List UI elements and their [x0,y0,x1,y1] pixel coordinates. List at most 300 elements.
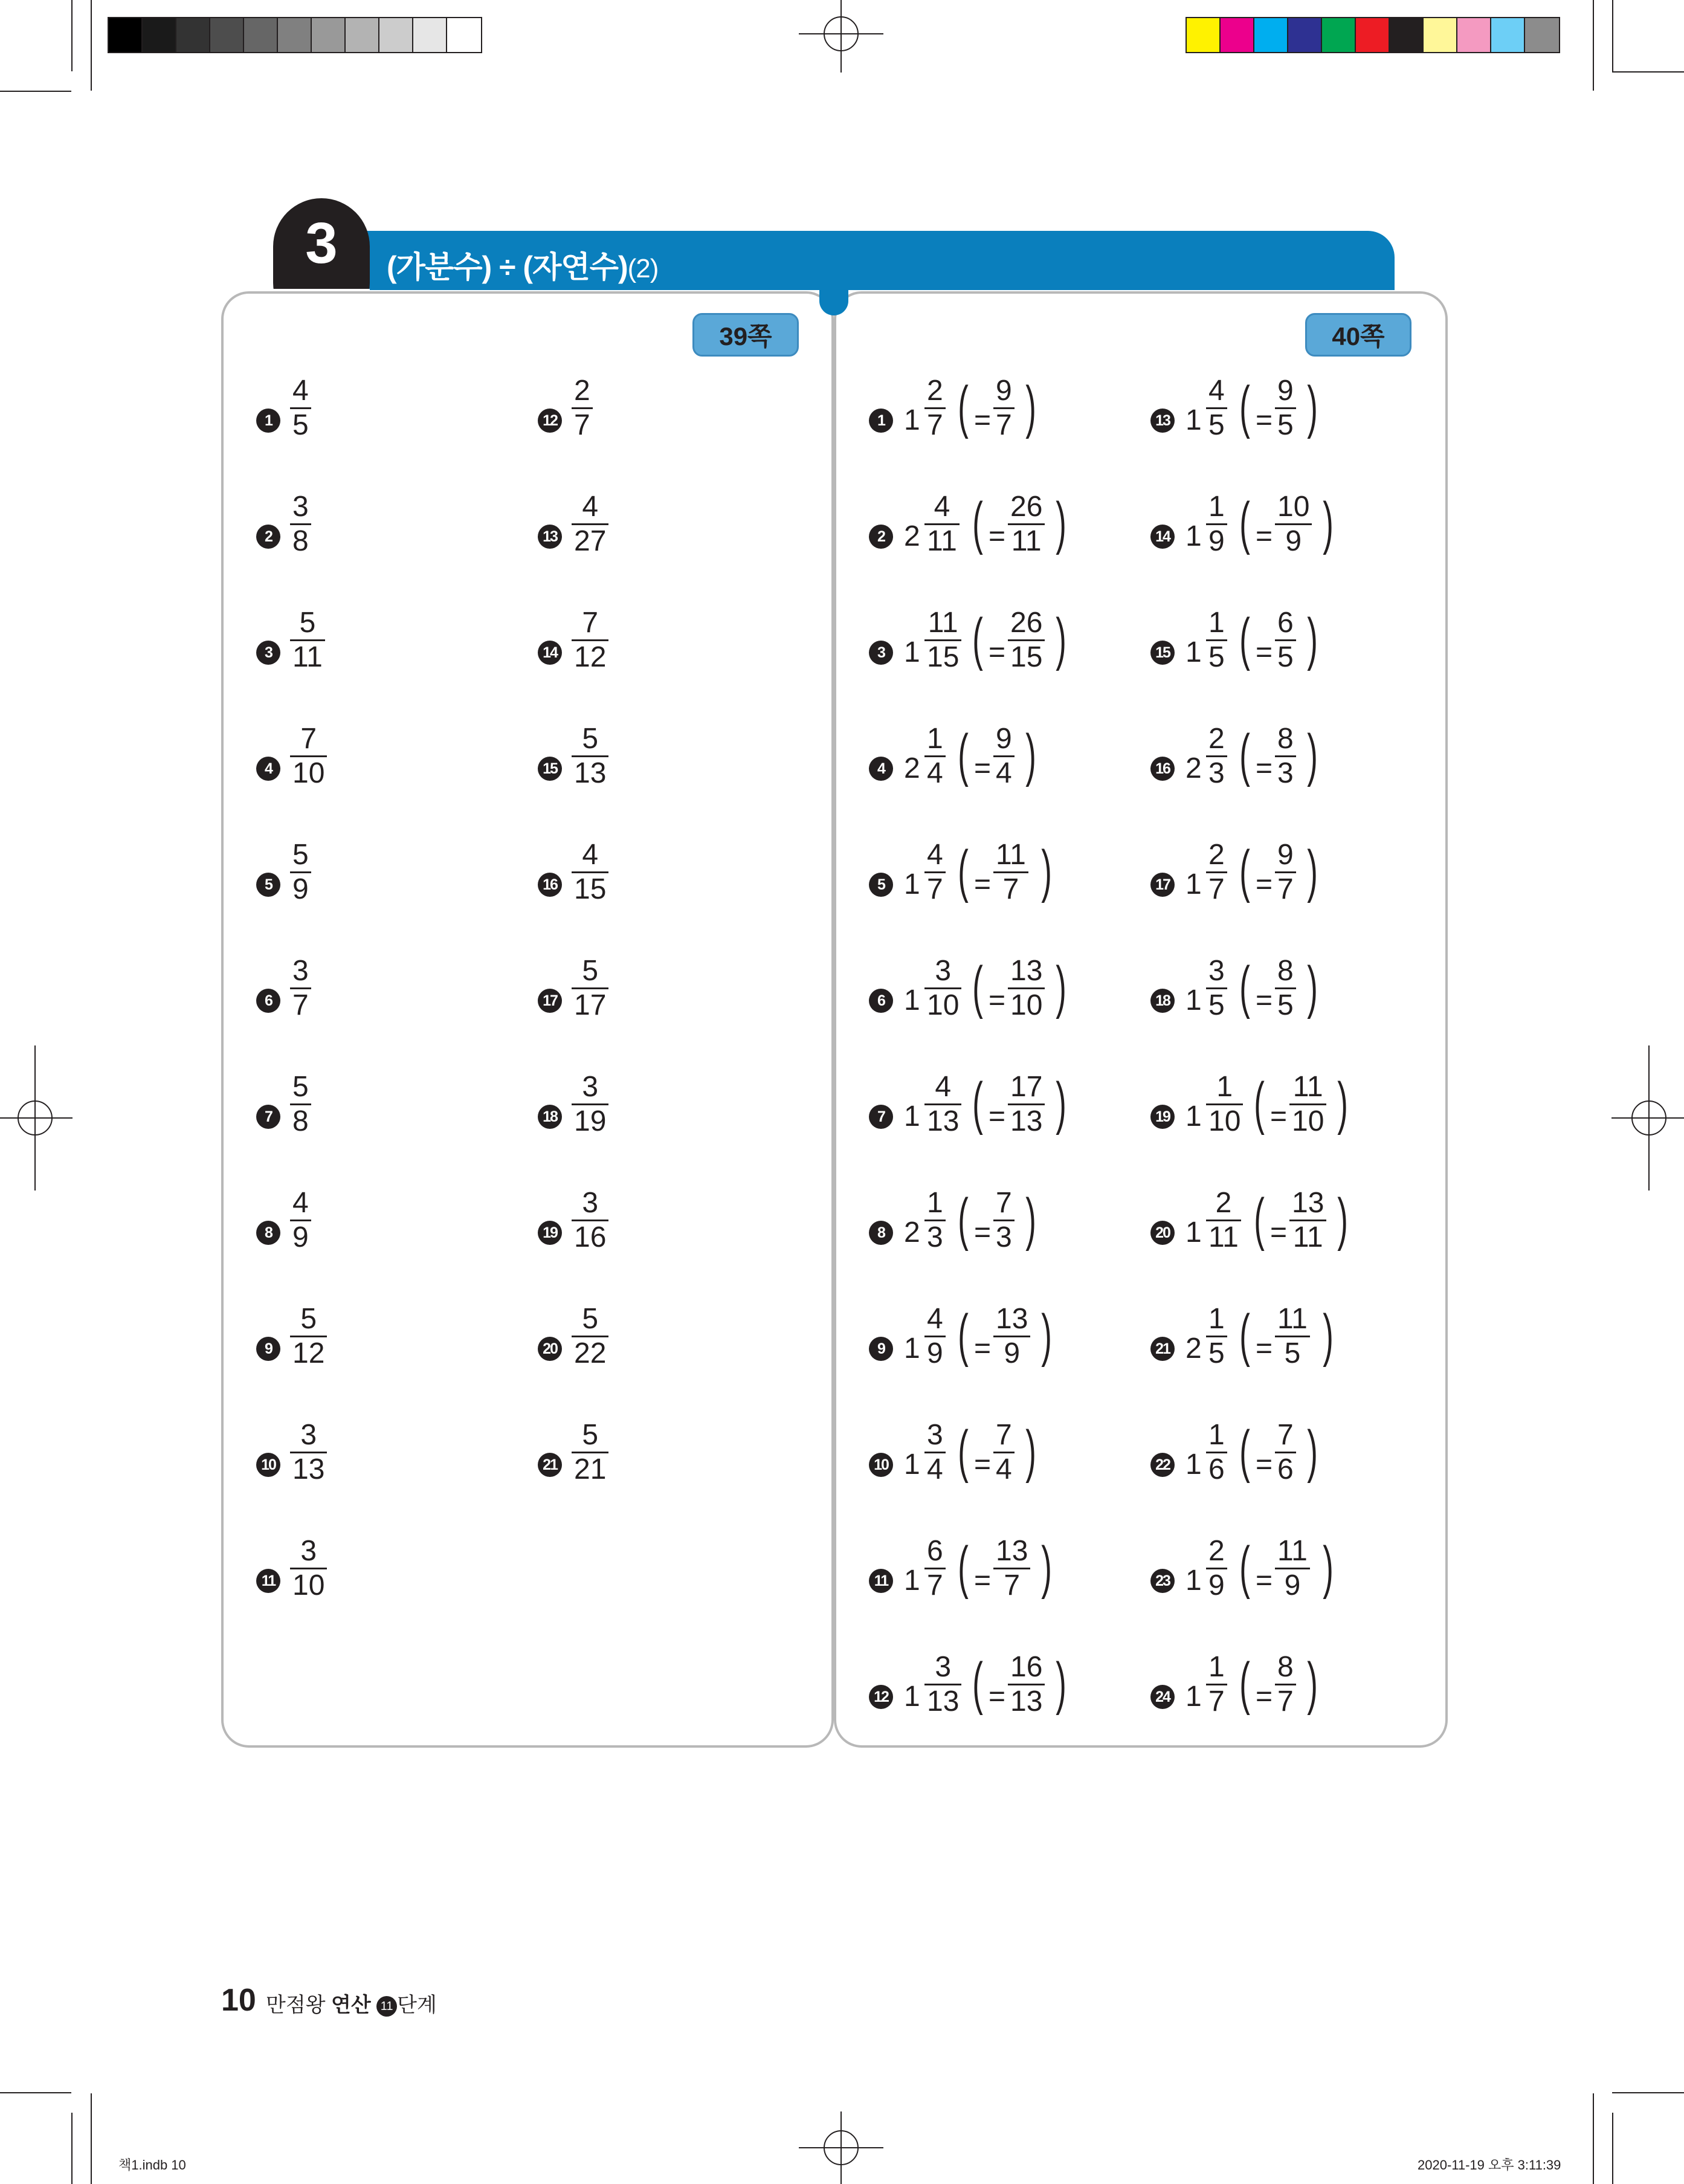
mixed-fraction [1206,491,1227,558]
denominator: 7 [1208,873,1225,905]
denominator: 5 [1277,989,1294,1021]
denominator: 11 [292,641,323,673]
equals-sign: = [1256,752,1273,784]
denominator: 9 [292,873,309,905]
open-parenthesis: ( [1239,607,1250,671]
answer-fraction [290,607,325,674]
denominator: 7 [574,409,590,441]
numerator: 5 [582,955,599,987]
numerator: 1 [927,1187,943,1219]
problem-number: 3 [869,641,893,665]
mixed-fraction [924,1651,961,1718]
denominator: 6 [1208,1453,1225,1485]
whole-number: 1 [904,1449,920,1481]
denominator: 3 [927,1221,943,1253]
numerator: 5 [582,1303,599,1335]
numerator: 13 [996,1303,1028,1335]
close-parenthesis: ) [1323,1535,1334,1600]
open-parenthesis: ( [1239,1651,1250,1716]
numerator: 4 [292,375,309,407]
improper-fraction [1008,1071,1045,1138]
process-color-bar [1186,17,1560,53]
problem-number: 12 [538,409,562,433]
open-parenthesis: ( [958,1419,969,1484]
equals-sign: = [1256,520,1273,552]
open-parenthesis: ( [958,1535,969,1600]
denominator: 4 [996,1453,1012,1485]
numerator: 13 [1292,1187,1324,1219]
denominator: 7 [927,409,943,441]
problem-number: 17 [538,989,562,1013]
denominator: 9 [1285,525,1302,557]
color-swatch [1254,18,1288,52]
whole-number: 2 [1186,752,1202,784]
problem-number: 16 [1150,757,1175,781]
problem-number: 9 [256,1337,280,1361]
whole-number: 2 [1186,1333,1202,1365]
denominator: 10 [292,757,325,789]
numerator: 3 [292,491,309,523]
color-swatch [1457,18,1491,52]
mixed-fraction [924,1303,946,1370]
problem-number: 6 [256,989,280,1013]
numerator: 1 [1208,607,1225,639]
denominator: 10 [1292,1105,1324,1137]
close-parenthesis: ) [1025,723,1036,787]
improper-fraction [993,1303,1030,1370]
numerator: 3 [292,955,309,987]
numerator: 3 [300,1535,317,1567]
equals-sign: = [1256,1681,1273,1713]
close-parenthesis: ) [1041,1535,1052,1600]
denominator: 5 [1208,989,1225,1021]
denominator: 21 [574,1453,607,1485]
book-title [266,1988,437,2018]
numerator: 7 [582,607,599,639]
color-swatch [210,18,244,52]
equals-sign: = [1256,636,1273,668]
close-parenthesis: ) [1307,607,1318,671]
denominator: 15 [927,641,960,673]
numerator: 11 [1277,1303,1308,1335]
problem-number: 17 [1150,873,1175,897]
close-parenthesis: ) [1056,607,1066,671]
page-badge-39: 39쪽 [692,313,799,357]
close-parenthesis: ) [1041,839,1052,903]
answer-fraction [572,839,608,906]
denominator: 9 [292,1221,309,1253]
numerator: 3 [1208,955,1225,987]
improper-fraction [1275,1303,1310,1370]
numerator: 17 [1010,1071,1043,1103]
close-parenthesis: ) [1307,955,1318,1019]
whole-number: 2 [904,520,920,552]
improper-fraction [993,1419,1015,1486]
denominator: 3 [1277,757,1294,789]
close-parenthesis: ) [1307,1651,1318,1716]
denominator: 10 [292,1569,325,1601]
whole-number: 1 [904,1565,920,1597]
denominator: 4 [996,757,1012,789]
equals-sign: = [1256,404,1273,436]
problem-number: 9 [869,1337,893,1361]
numerator: 4 [927,839,943,871]
denominator: 11 [1292,1221,1323,1253]
answer-fraction [572,1071,608,1138]
numerator: 4 [1208,375,1225,407]
equals-sign: = [989,1681,1006,1713]
equals-sign: = [989,1100,1006,1132]
problem-number: 7 [256,1105,280,1129]
numerator: 7 [996,1187,1012,1219]
denominator: 5 [1208,641,1225,673]
panel-joint [819,284,848,315]
problem-number: 2 [869,525,893,549]
open-parenthesis: ( [1239,491,1250,555]
denominator: 15 [1010,641,1043,673]
denominator: 7 [927,873,943,905]
color-swatch [244,18,278,52]
denominator: 13 [574,757,607,789]
denominator: 5 [1277,641,1294,673]
numerator: 4 [927,1303,943,1335]
numerator: 1 [1208,1651,1225,1683]
denominator: 3 [1208,757,1225,789]
improper-fraction [1275,1535,1310,1602]
numerator: 2 [574,375,590,407]
problem-number: 21 [538,1453,562,1477]
denominator: 9 [1004,1337,1021,1369]
open-parenthesis: ( [1239,723,1250,787]
equals-sign: = [1270,1100,1288,1132]
whole-number: 1 [1186,1100,1202,1132]
close-parenthesis: ) [1025,375,1036,439]
whole-number: 1 [904,1681,920,1713]
denominator: 10 [1208,1105,1241,1137]
improper-fraction [993,839,1028,906]
numerator: 7 [300,723,317,755]
mixed-fraction [1206,1071,1243,1138]
equals-sign: = [974,868,992,900]
whole-number: 1 [904,984,920,1016]
close-parenthesis: ) [1056,1651,1066,1716]
answer-fraction [572,1419,608,1486]
answer-fraction [290,1187,311,1254]
denominator: 11 [927,525,957,557]
denominator: 7 [1277,1685,1294,1717]
problem-number: 4 [869,757,893,781]
crop-mark [1593,0,1594,91]
problem-number: 2 [256,525,280,549]
numerator: 1 [1208,1419,1225,1451]
mixed-fraction [1206,1303,1227,1370]
improper-fraction [1008,491,1045,558]
mixed-fraction [924,839,946,906]
section-title-text: (가분수) ÷ (자연수) [387,250,628,284]
denominator: 3 [996,1221,1012,1253]
close-parenthesis: ) [1307,839,1318,903]
denominator: 5 [1208,1337,1225,1369]
grayscale-color-bar [108,17,482,53]
numerator: 1 [1216,1071,1233,1103]
color-swatch [312,18,346,52]
mixed-fraction [924,1419,946,1486]
equals-sign: = [974,1333,992,1365]
whole-number: 1 [1186,1216,1202,1249]
denominator: 7 [927,1569,943,1601]
denominator: 17 [574,989,607,1021]
open-parenthesis: ( [958,1303,969,1368]
numerator: 5 [292,839,309,871]
whole-number: 1 [1186,868,1202,900]
close-parenthesis: ) [1041,1303,1052,1368]
answer-fraction [290,955,311,1022]
numerator: 11 [927,607,958,639]
denominator: 22 [574,1337,607,1369]
mixed-fraction [1206,1651,1227,1718]
denominator: 10 [927,989,960,1021]
denominator: 12 [574,641,607,673]
denominator: 13 [927,1105,960,1137]
open-parenthesis: ( [1239,1535,1250,1600]
crop-mark [1612,2113,1613,2184]
crop-mark [0,91,71,92]
whole-number: 1 [904,1333,920,1365]
numerator: 11 [1277,1535,1308,1567]
color-swatch [1356,18,1390,52]
answer-fraction [290,1535,327,1602]
equals-sign: = [989,984,1006,1016]
denominator: 9 [1208,525,1225,557]
open-parenthesis: ( [1254,1071,1265,1136]
denominator: 9 [1208,1569,1225,1601]
numerator: 4 [935,1071,952,1103]
answer-fraction [572,1187,608,1254]
answer-panel-left [221,291,834,1748]
problem-number: 14 [538,641,562,665]
mixed-fraction [924,375,946,442]
problem-number: 1 [256,409,280,433]
equals-sign: = [974,404,992,436]
numerator: 2 [927,375,943,407]
improper-fraction [1275,375,1296,442]
problem-number: 3 [256,641,280,665]
color-swatch [1525,18,1559,52]
registration-mark-top [799,0,883,85]
day-number: 3 [305,211,338,276]
denominator: 7 [996,409,1012,441]
numerator: 7 [1277,1419,1294,1451]
equals-sign: = [974,752,992,784]
color-swatch [1288,18,1322,52]
open-parenthesis: ( [972,1071,983,1136]
open-parenthesis: ( [958,723,969,787]
problem-number: 12 [869,1685,893,1709]
mixed-fraction [1206,1535,1227,1602]
equals-sign: = [1256,1565,1273,1597]
close-parenthesis: ) [1056,955,1066,1019]
registration-mark-left [0,1045,73,1191]
problem-number: 13 [538,525,562,549]
improper-fraction [1008,1651,1045,1718]
whole-number: 1 [904,404,920,436]
close-parenthesis: ) [1307,375,1318,439]
whole-number: 1 [904,1100,920,1132]
open-parenthesis: ( [1239,955,1250,1019]
improper-fraction [1289,1187,1326,1254]
whole-number: 1 [1186,1681,1202,1713]
mixed-fraction [1206,375,1227,442]
denominator: 7 [1277,873,1294,905]
improper-fraction [993,1535,1030,1602]
equals-sign: = [1256,984,1273,1016]
denominator: 6 [1277,1453,1294,1485]
mixed-fraction [924,491,960,558]
numerator: 9 [1277,839,1294,871]
answer-fraction [290,375,311,442]
open-parenthesis: ( [1239,1303,1250,1368]
file-slug: 책1.indb 10 [118,2157,186,2173]
denominator: 9 [1284,1569,1301,1601]
open-parenthesis: ( [1254,1187,1265,1252]
problem-number: 21 [1150,1337,1175,1361]
answer-fraction [290,839,311,906]
improper-fraction [1275,1651,1296,1718]
color-swatch [1491,18,1525,52]
crop-mark [1593,2093,1594,2184]
close-parenthesis: ) [1025,1419,1036,1484]
crop-mark [1612,71,1684,73]
numerator: 8 [1277,955,1294,987]
denominator: 7 [1004,1569,1021,1601]
denominator: 27 [574,525,607,557]
problem-number: 19 [1150,1105,1175,1129]
denominator: 19 [574,1105,607,1137]
improper-fraction [1275,955,1296,1022]
color-swatch [413,18,447,52]
equals-sign: = [1256,868,1273,900]
denominator: 9 [927,1337,943,1369]
answer-fraction [290,723,327,790]
color-swatch [346,18,379,52]
equals-sign: = [1256,1333,1273,1365]
problem-number: 19 [538,1221,562,1245]
close-parenthesis: ) [1025,1187,1036,1252]
numerator: 13 [996,1535,1028,1567]
denominator: 10 [1010,989,1043,1021]
problem-number: 7 [869,1105,893,1129]
mixed-fraction [924,607,961,674]
numerator: 11 [996,839,1026,871]
numerator: 11 [1292,1071,1323,1103]
page-badge-40: 40쪽 [1305,313,1411,357]
close-parenthesis: ) [1337,1187,1348,1252]
close-parenthesis: ) [1323,1303,1334,1368]
numerator: 2 [1208,723,1225,755]
whole-number: 1 [904,636,920,668]
color-swatch [1322,18,1356,52]
whole-number: 1 [1186,404,1202,436]
problem-number: 24 [1150,1685,1175,1709]
answer-fraction [572,1303,608,1370]
numerator: 5 [582,1419,599,1451]
numerator: 13 [1010,955,1043,987]
numerator: 1 [927,723,943,755]
numerator: 5 [300,1303,317,1335]
page-number: 10 [221,1983,256,2018]
section-title [387,243,658,286]
whole-number: 1 [1186,1565,1202,1597]
denominator: 7 [292,989,309,1021]
open-parenthesis: ( [958,1187,969,1252]
color-swatch [278,18,312,52]
open-parenthesis: ( [1239,839,1250,903]
problem-number: 11 [256,1569,280,1593]
denominator: 13 [292,1453,325,1485]
equals-sign: = [974,1216,992,1249]
mixed-fraction [1206,1419,1227,1486]
answer-fraction [572,723,608,790]
numerator: 3 [927,1419,943,1451]
denominator: 8 [292,525,309,557]
color-swatch [176,18,210,52]
answer-fraction [572,955,608,1022]
numerator: 5 [299,607,316,639]
problem-number: 14 [1150,525,1175,549]
improper-fraction [993,723,1015,790]
mixed-fraction [924,723,946,790]
registration-mark-right [1611,1045,1684,1191]
problem-number: 10 [869,1453,893,1477]
problem-number: 6 [869,989,893,1013]
answer-fraction [290,1419,327,1486]
improper-fraction [1008,955,1045,1022]
numerator: 10 [1277,491,1310,523]
color-swatch [143,18,176,52]
problem-number: 13 [1150,409,1175,433]
mixed-fraction [1206,955,1227,1022]
problem-number: 5 [869,873,893,897]
denominator: 15 [574,873,607,905]
close-parenthesis: ) [1056,1071,1066,1136]
equals-sign: = [989,636,1006,668]
problem-number: 4 [256,757,280,781]
improper-fraction [1275,723,1296,790]
color-swatch [109,18,143,52]
denominator: 13 [927,1685,960,1717]
mixed-fraction [1206,607,1227,674]
denominator: 7 [1208,1685,1225,1717]
equals-sign: = [989,520,1006,552]
denominator: 5 [292,409,309,441]
problem-number: 8 [256,1221,280,1245]
answer-fraction [290,491,311,558]
denominator: 11 [1011,525,1042,557]
crop-mark [91,2093,92,2184]
denominator: 4 [927,1453,943,1485]
answer-fraction [290,1071,311,1138]
mixed-fraction [924,1187,946,1254]
problem-number: 10 [256,1453,280,1477]
close-parenthesis: ) [1323,491,1334,555]
answer-fraction [572,491,608,558]
numerator: 3 [935,955,952,987]
color-swatch [379,18,413,52]
denominator: 12 [292,1337,325,1369]
problem-number: 20 [1150,1221,1175,1245]
book-title-prefix: 만점왕 [266,1994,326,2017]
open-parenthesis: ( [972,955,983,1019]
